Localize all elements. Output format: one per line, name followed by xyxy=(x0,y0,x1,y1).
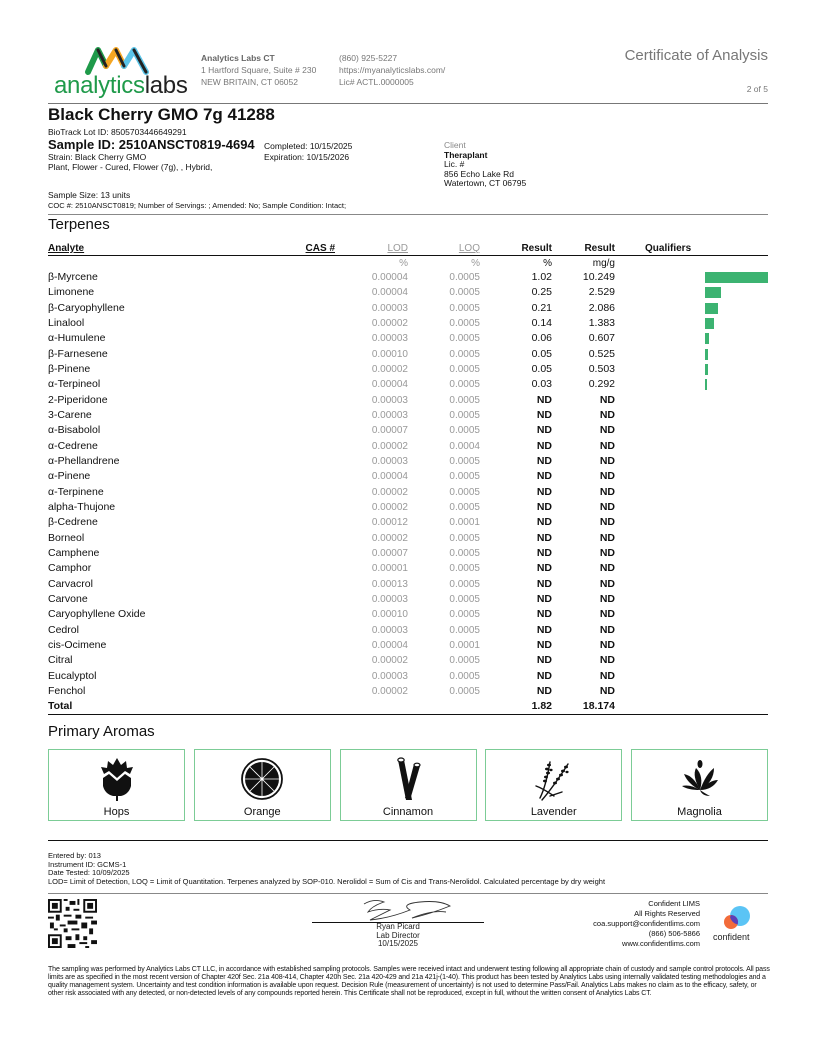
result-mgg: ND xyxy=(599,531,615,544)
strain-info xyxy=(48,152,212,172)
result-pct: 0.05 xyxy=(531,362,552,375)
aroma-label: Cinnamon xyxy=(382,806,434,818)
cinnamon-stick-icon xyxy=(386,756,430,802)
result-mgg: 0.503 xyxy=(588,362,615,375)
analyte-name: 2-Piperidone xyxy=(48,393,108,406)
analyte-name: Linalool xyxy=(48,316,85,329)
loq-value: 0.0005 xyxy=(449,348,480,360)
table-row xyxy=(48,454,768,469)
unit-result-pct: % xyxy=(543,258,552,269)
lod-value: 0.00003 xyxy=(371,624,408,636)
result-mgg: ND xyxy=(599,562,615,575)
result-mgg: 2.529 xyxy=(588,286,615,299)
loq-value: 0.0005 xyxy=(449,317,480,329)
aroma-card-magnolia xyxy=(631,749,768,821)
lims-info xyxy=(593,899,700,949)
table-row xyxy=(48,285,768,300)
col-analyte: Analyte xyxy=(48,243,85,254)
lod-value: 0.00004 xyxy=(371,379,408,391)
units-row xyxy=(48,256,768,270)
table-header xyxy=(48,243,768,256)
result-mgg: 0.525 xyxy=(588,347,615,360)
entered-by: Entered by: 013 xyxy=(48,851,101,860)
analyte-name: β-Cedrene xyxy=(48,516,98,529)
analyte-name: Carvone xyxy=(48,592,88,605)
analytics-labs-logo xyxy=(48,40,188,102)
analyte-name: α-Bisabolol xyxy=(48,424,101,437)
table-row xyxy=(48,270,768,285)
result-pct: ND xyxy=(536,546,552,559)
table-row xyxy=(48,592,768,607)
table-row xyxy=(48,423,768,438)
analyte-name: Eucalyptol xyxy=(48,669,97,682)
signer-title: Lab Director xyxy=(376,930,420,940)
lod-value: 0.00002 xyxy=(371,655,408,667)
result-mgg: ND xyxy=(599,516,615,529)
result-pct: 0.21 xyxy=(531,301,552,314)
loq-value: 0.0005 xyxy=(449,302,480,314)
col-result-pct: Result xyxy=(521,243,552,254)
lab-contact xyxy=(339,52,445,88)
total-label: Total xyxy=(48,700,73,713)
loq-value: 0.0005 xyxy=(449,685,480,697)
lod-value: 0.00004 xyxy=(371,639,408,651)
result-mgg: ND xyxy=(599,592,615,605)
analyte-name: α-Pinene xyxy=(48,470,91,483)
lod-value: 0.00001 xyxy=(371,563,408,575)
signature-icon xyxy=(360,896,460,924)
lod-value: 0.00002 xyxy=(371,501,408,513)
table-row xyxy=(48,393,768,408)
signer-block xyxy=(312,923,484,949)
lab-address-line-2: NEW BRITAIN, CT 06052 xyxy=(201,77,298,87)
table-row xyxy=(48,577,768,592)
loq-value: 0.0005 xyxy=(449,379,480,391)
lod-value: 0.00002 xyxy=(371,363,408,375)
result-mgg: ND xyxy=(599,669,615,682)
lavender-icon xyxy=(532,756,576,802)
analyte-name: β-Caryophyllene xyxy=(48,301,125,314)
result-pct: ND xyxy=(536,638,552,651)
result-pct: ND xyxy=(536,562,552,575)
client-name: Theraplant xyxy=(444,149,488,160)
aroma-card-lavender xyxy=(485,749,622,821)
loq-value: 0.0005 xyxy=(449,272,480,283)
lod-value: 0.00010 xyxy=(371,609,408,621)
lod-value: 0.00002 xyxy=(371,317,408,329)
lod-value: 0.00002 xyxy=(371,486,408,498)
page-number: 2 of 5 xyxy=(746,84,768,94)
analyte-name: alpha-Thujone xyxy=(48,500,116,513)
analyte-name: Camphor xyxy=(48,562,92,575)
result-mgg: ND xyxy=(599,654,615,667)
table-row xyxy=(48,316,768,331)
lod-value: 0.00007 xyxy=(371,547,408,559)
loq-value: 0.0005 xyxy=(449,409,480,421)
unit-lod: % xyxy=(399,258,408,269)
table-row xyxy=(48,546,768,561)
lod-value: 0.00010 xyxy=(371,348,408,360)
qr-code-icon[interactable] xyxy=(48,899,97,948)
loq-value: 0.0005 xyxy=(449,609,480,621)
client-address-1: 856 Echo Lake Rd xyxy=(444,168,514,179)
result-mgg: 10.249 xyxy=(582,271,615,283)
result-pct: ND xyxy=(536,485,552,498)
loq-value: 0.0005 xyxy=(449,501,480,513)
aroma-label: Lavender xyxy=(530,806,577,818)
loq-value: 0.0004 xyxy=(449,440,480,452)
result-pct: 0.06 xyxy=(531,332,552,345)
result-pct: 0.25 xyxy=(531,286,552,299)
table-row xyxy=(48,439,768,454)
analyte-name: Cedrol xyxy=(48,623,79,636)
result-mgg: ND xyxy=(599,684,615,697)
section-divider xyxy=(48,214,768,215)
analyte-name: β-Pinene xyxy=(48,362,91,375)
result-pct: ND xyxy=(536,470,552,483)
loq-value: 0.0001 xyxy=(449,639,480,651)
analyte-name: Caryophyllene Oxide xyxy=(48,608,146,621)
total-mgg: 18.174 xyxy=(582,700,615,713)
terpenes-table xyxy=(48,243,768,715)
header-divider xyxy=(48,103,768,104)
table-row xyxy=(48,500,768,515)
result-mgg: ND xyxy=(599,546,615,559)
strain: Strain: Black Cherry GMO xyxy=(48,152,147,162)
table-row xyxy=(48,408,768,423)
table-row xyxy=(48,684,768,699)
lims-email-link[interactable]: coa.support@confidentlims.com xyxy=(593,919,700,928)
expiration-date: Expiration: 10/15/2026 xyxy=(264,152,350,162)
table-row xyxy=(48,347,768,362)
unit-result-mgg: mg/g xyxy=(592,258,615,269)
aromas-grid xyxy=(48,749,768,821)
result-bar xyxy=(705,287,721,298)
result-bar xyxy=(705,303,718,314)
sample-size: Sample Size: 13 units xyxy=(48,190,131,200)
signer-date: 10/15/2025 xyxy=(377,939,419,948)
result-mgg: ND xyxy=(599,500,615,513)
lod-value: 0.00004 xyxy=(371,471,408,483)
table-row xyxy=(48,331,768,346)
analyte-name: Citral xyxy=(48,654,73,667)
lab-phone: (860) 925-5227 xyxy=(339,53,398,63)
client-label: Client xyxy=(444,140,466,150)
lod-value: 0.00002 xyxy=(371,685,408,697)
lod-value: 0.00003 xyxy=(371,593,408,605)
client-address-2: Watertown, CT 06795 xyxy=(444,178,527,188)
aroma-card-hops xyxy=(48,749,185,821)
terpenes-section-title: Terpenes xyxy=(48,216,110,233)
lod-value: 0.00003 xyxy=(371,670,408,682)
table-body xyxy=(48,270,768,699)
unit-loq: % xyxy=(471,258,480,269)
result-pct: ND xyxy=(536,439,552,452)
col-lod: LOD xyxy=(387,243,408,254)
table-row xyxy=(48,623,768,638)
analyte-name: 3-Carene xyxy=(48,408,92,421)
magnolia-icon xyxy=(678,756,722,802)
result-mgg: ND xyxy=(599,638,615,651)
lod-value: 0.00002 xyxy=(371,532,408,544)
analyte-name: β-Myrcene xyxy=(48,271,98,283)
lod-value: 0.00003 xyxy=(371,394,408,406)
result-pct: ND xyxy=(536,623,552,636)
result-bar xyxy=(705,364,708,375)
product-category: Plant, Flower - Cured, Flower (7g), , Hybrid, xyxy=(48,162,213,172)
document-title: Certificate of Analysis xyxy=(624,47,768,64)
loq-value: 0.0005 xyxy=(449,394,480,406)
aromas-section-title: Primary Aromas xyxy=(48,723,155,740)
loq-value: 0.0005 xyxy=(449,363,480,375)
analyte-name: Camphene xyxy=(48,546,100,559)
lab-address xyxy=(201,52,316,88)
lims-rights: All Rights Reserved xyxy=(634,909,700,918)
result-pct: ND xyxy=(536,577,552,590)
result-mgg: ND xyxy=(599,485,615,498)
loq-value: 0.0005 xyxy=(449,655,480,667)
loq-value: 0.0005 xyxy=(449,563,480,575)
sample-id: Sample ID: 2510ANSCT0819-4694 xyxy=(48,137,255,152)
loq-value: 0.0005 xyxy=(449,624,480,636)
result-pct: ND xyxy=(536,408,552,421)
table-row xyxy=(48,653,768,668)
lod-value: 0.00003 xyxy=(371,455,408,467)
table-row xyxy=(48,531,768,546)
result-pct: 0.14 xyxy=(531,316,552,329)
aroma-label: Hops xyxy=(103,806,130,818)
loq-value: 0.0005 xyxy=(449,593,480,605)
result-bar xyxy=(705,318,714,329)
result-mgg: ND xyxy=(599,608,615,621)
result-pct: ND xyxy=(536,424,552,437)
sample-details xyxy=(48,191,346,210)
lod-value: 0.00004 xyxy=(371,272,408,283)
result-pct: ND xyxy=(536,393,552,406)
result-mgg: ND xyxy=(599,393,615,406)
table-row xyxy=(48,301,768,316)
loq-value: 0.0005 xyxy=(449,547,480,559)
result-bar xyxy=(705,379,707,390)
result-pct: ND xyxy=(536,531,552,544)
col-loq: LOQ xyxy=(458,243,480,254)
col-qualifiers: Qualifiers xyxy=(645,243,692,254)
result-pct: ND xyxy=(536,454,552,467)
lod-value: 0.00013 xyxy=(371,578,408,590)
result-mgg: ND xyxy=(599,577,615,590)
aroma-card-orange xyxy=(194,749,331,821)
loq-value: 0.0005 xyxy=(449,425,480,437)
lod-value: 0.00002 xyxy=(371,440,408,452)
result-pct: ND xyxy=(536,669,552,682)
loq-value: 0.0005 xyxy=(449,455,480,467)
analysis-notes: LOD= Limit of Detection, LOQ = Limit of Quantitation. Terpenes analyzed by SOP-010. Nerolidol = Sum of Cis and Trans-Nerolidol. Calculated percentage by dry weight xyxy=(48,876,606,886)
result-pct: 1.02 xyxy=(531,271,552,283)
result-bar xyxy=(705,349,708,360)
analyte-name: cis-Ocimene xyxy=(48,638,107,651)
result-pct: ND xyxy=(536,592,552,605)
loq-value: 0.0005 xyxy=(449,333,480,345)
col-cas: CAS # xyxy=(305,243,335,254)
table-row xyxy=(48,561,768,576)
analyte-name: Borneol xyxy=(48,531,85,544)
result-mgg: ND xyxy=(599,470,615,483)
result-pct: ND xyxy=(536,654,552,667)
col-result-mgg: Result xyxy=(584,243,615,254)
result-mgg: ND xyxy=(599,454,615,467)
biotrack-lot-id: BioTrack Lot ID: 8505703446649291 xyxy=(48,127,187,137)
client-license: Lic. # xyxy=(444,159,465,169)
result-bar xyxy=(705,333,709,344)
lab-license: Lic# ACTL.0000005 xyxy=(339,77,414,87)
total-row xyxy=(48,699,768,714)
lab-address-line-1: 1 Hartford Square, Suite # 230 xyxy=(201,65,317,75)
table-row xyxy=(48,362,768,377)
lod-value: 0.00003 xyxy=(371,409,408,421)
result-mgg: ND xyxy=(599,439,615,452)
lab-name: Analytics Labs CT xyxy=(201,53,275,63)
result-bar xyxy=(705,272,768,283)
result-pct: ND xyxy=(536,684,552,697)
lod-value: 0.00003 xyxy=(371,302,408,314)
analyte-name: α-Phellandrene xyxy=(48,454,120,467)
result-mgg: 0.292 xyxy=(588,378,615,391)
result-mgg: 1.383 xyxy=(588,316,615,329)
aroma-label: Orange xyxy=(243,806,281,818)
result-mgg: ND xyxy=(599,623,615,636)
lims-phone: (866) 506-5866 xyxy=(648,929,700,938)
loq-value: 0.0001 xyxy=(449,517,480,529)
analyte-name: α-Humulene xyxy=(48,332,106,345)
hops-icon xyxy=(95,756,139,802)
loq-value: 0.0005 xyxy=(449,578,480,590)
legal-disclaimer: The sampling was performed by Analytics Labs CT LLC, in accordance with established sampling protocols. Samples were received intact and underwent testing following all appropriate chain of custody and sample control protocols. All pass limits are as specified in the most recent version of Chapter 420f Sec. 21a 408-414, Chapter 420h Sec. 21a 420-429 and 21a 421j-(1-40). This product has been tested by Analytics Labs using internally validated testing methodologies and a quality management system. Uncertainty and test condition information is available upon request. Decision Rule (measurement of uncertainty) is not used to determine Pass/Fail. Analytics Labs makes no claim as to the efficacy, safety, or other risk associated with any detected, or non-detected levels of any compounds reported herein. This Certificate shall not be reproduced, except in full, without the written consent of Analytics Labs CT. xyxy=(48,966,770,997)
analyte-name: α-Terpineol xyxy=(48,378,101,391)
result-mgg: ND xyxy=(599,424,615,437)
table-row xyxy=(48,485,768,500)
logo-wordmark: analyticslabs xyxy=(54,72,188,99)
total-pct: 1.82 xyxy=(531,700,552,713)
product-title: Black Cherry GMO 7g 41288 xyxy=(48,105,275,124)
lab-url-link[interactable]: https://myanalyticslabs.com/ xyxy=(339,65,446,75)
aroma-card-cinnamon xyxy=(340,749,477,821)
coc-number: COC #: 2510ANSCT0819; Number of Servings: ; Amended: No; Sample Condition: Intact; xyxy=(48,200,347,210)
loq-value: 0.0005 xyxy=(449,471,480,483)
table-row xyxy=(48,607,768,622)
loq-value: 0.0005 xyxy=(449,486,480,498)
lims-name: Confident LIMS xyxy=(648,899,700,908)
result-pct: ND xyxy=(536,500,552,513)
analyte-name: Carvacrol xyxy=(48,577,93,590)
document-header xyxy=(48,40,768,102)
table-row xyxy=(48,377,768,392)
section-divider xyxy=(48,840,768,841)
client-info xyxy=(444,141,526,189)
table-row xyxy=(48,469,768,484)
completed-date: Completed: 10/15/2025 xyxy=(264,141,353,151)
result-mgg: ND xyxy=(599,408,615,421)
instrument-id: Instrument ID: GCMS-1 xyxy=(48,859,127,869)
result-pct: 0.05 xyxy=(531,347,552,360)
table-row xyxy=(48,638,768,653)
analyte-name: Limonene xyxy=(48,286,95,299)
analyte-name: β-Farnesene xyxy=(48,347,108,360)
lod-value: 0.00003 xyxy=(371,333,408,345)
orange-slice-icon xyxy=(240,756,284,802)
analyte-name: α-Cedrene xyxy=(48,439,98,452)
loq-value: 0.0005 xyxy=(449,287,480,299)
table-row xyxy=(48,515,768,530)
lims-url-link[interactable]: www.confidentlims.com xyxy=(622,939,700,948)
result-mgg: 0.607 xyxy=(588,332,615,345)
lod-value: 0.00012 xyxy=(371,517,408,529)
analyte-name: Fenchol xyxy=(48,684,86,697)
lod-value: 0.00004 xyxy=(371,287,408,299)
result-pct: ND xyxy=(536,608,552,621)
confident-logo-text: confident xyxy=(713,932,750,942)
date-tested: Date Tested: 10/09/2025 xyxy=(48,868,130,877)
test-metadata xyxy=(48,852,605,886)
test-dates xyxy=(264,141,352,163)
lod-value: 0.00007 xyxy=(371,425,408,437)
footer-divider xyxy=(48,893,768,894)
result-pct: 0.03 xyxy=(531,378,552,391)
table-row xyxy=(48,669,768,684)
result-mgg: 2.086 xyxy=(588,301,615,314)
result-pct: ND xyxy=(536,516,552,529)
loq-value: 0.0005 xyxy=(449,670,480,682)
aroma-label: Magnolia xyxy=(677,806,722,818)
signer-name: Ryan Picard xyxy=(376,922,420,931)
analyte-name: α-Terpinene xyxy=(48,485,104,498)
loq-value: 0.0005 xyxy=(449,532,480,544)
